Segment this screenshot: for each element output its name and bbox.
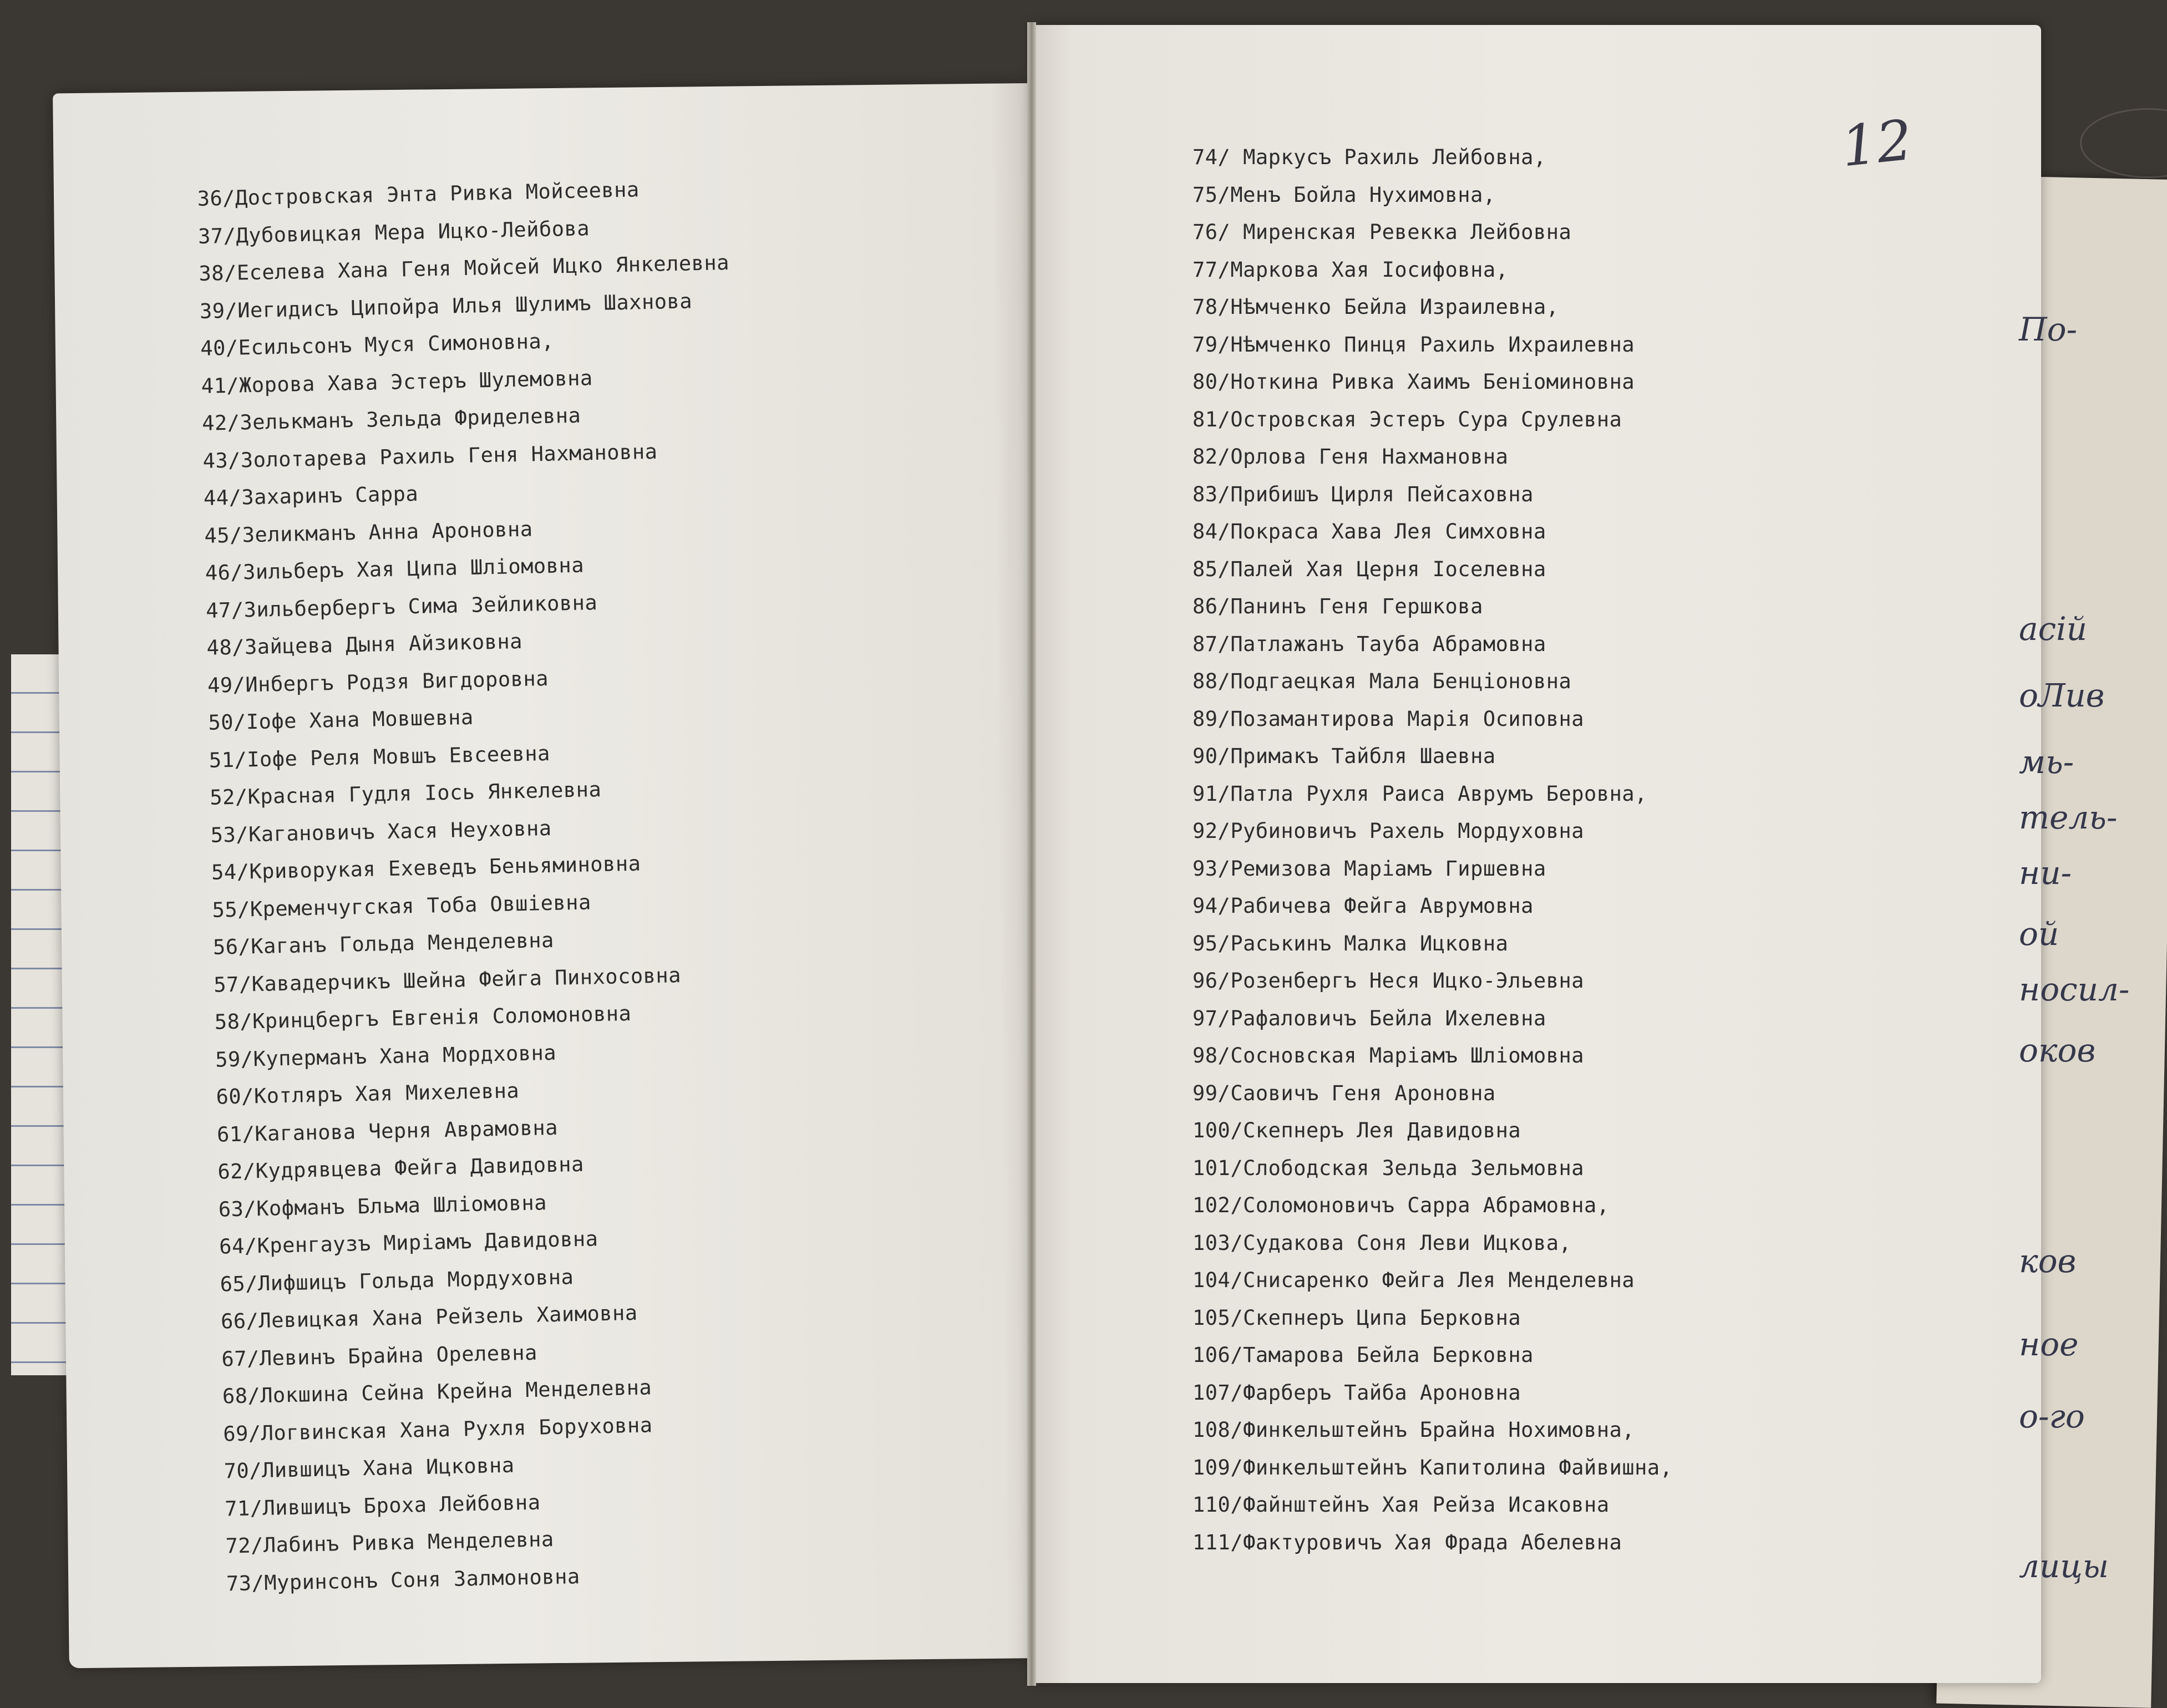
handwriting-fragment: ой <box>2019 915 2059 953</box>
list-entry: 62/Кудрявцева Фейга Давидовна <box>217 1152 585 1184</box>
list-entry: 71/Лившицъ Броха Лейбовна <box>224 1490 541 1521</box>
list-entry: 86/Панинъ Геня Гершкова <box>1192 594 1483 618</box>
list-entry: 41/Жорова Хава Эстеръ Шулемовна <box>201 365 593 398</box>
list-entry: 104/Снисаренко Фейга Лея Менделевна <box>1192 1268 1635 1292</box>
list-entry: 51/Іофе Реля Мовшъ Евсеевна <box>209 741 551 772</box>
list-entry: 91/Патла Рухля Раиса Аврумъ Беровна, <box>1192 781 1647 806</box>
margin-handwriting <box>2019 311 2163 1586</box>
list-entry: 38/Еселева Хана Геня Мойсей Ицко Янкелевна <box>199 250 730 286</box>
list-entry: 56/Каганъ Гольда Менделевна <box>212 928 555 959</box>
handwriting-fragment: оЛив <box>2019 677 2105 714</box>
name-list-left <box>197 169 757 1602</box>
list-entry: 92/Рубиновичъ Рахель Мордуховна <box>1192 819 1585 843</box>
handwriting-fragment: ни- <box>2019 854 2072 892</box>
list-entry: 65/Лифшицъ Гольда Мордуховна <box>220 1264 574 1297</box>
list-entry: 87/Патлажанъ Тауба Абрамовна <box>1192 632 1546 656</box>
list-entry: 70/Лившицъ Хана Ицковна <box>224 1453 515 1483</box>
list-entry: 84/Покраса Хава Лея Симховна <box>1192 520 1546 543</box>
handwriting-fragment: По- <box>2019 311 2078 348</box>
handwriting-fragment: ков <box>2019 1242 2077 1280</box>
list-entry: 100/Скепнеръ Лея Давидовна <box>1192 1119 1521 1142</box>
list-entry: 90/Примакъ Тайбля Шаевна <box>1192 744 1496 768</box>
list-entry: 111/Фактуровичъ Хая Фрада Абелевна <box>1192 1530 1622 1554</box>
list-entry: 85/Палей Хая Церня Іоселевна <box>1192 557 1546 581</box>
list-entry: 36/Достровская Энта Ривка Мойсеевна <box>197 177 640 211</box>
list-entry: 79/Нѣмченко Пинця Рахиль Ихраилевна <box>1192 332 1635 357</box>
list-entry: 63/Кофманъ Бльма Шліомовна <box>218 1190 547 1222</box>
list-entry: 109/Финкельштейнъ Капитолина Файвишна, <box>1192 1455 1673 1480</box>
list-entry: 48/Зайцева Дыня Айзиковна <box>206 629 523 660</box>
list-entry: 74/ Маркусъ Рахиль Лейбовна, <box>1192 145 1546 169</box>
list-entry: 107/Фарберъ Тайба Ароновна <box>1192 1380 1521 1405</box>
list-entry: 40/Есильсонъ Муся Симоновна, <box>200 329 555 360</box>
list-entry: 102/Соломоновичъ Сарра Абрамовна, <box>1192 1193 1610 1217</box>
list-entry: 45/Зеликманъ Анна Ароновна <box>204 516 533 548</box>
list-entry: 101/Слободская Зельда Зельмовна <box>1192 1156 1585 1180</box>
handwriting-fragment: оков <box>2019 1031 2096 1069</box>
handwriting-fragment: мь- <box>2019 743 2074 781</box>
list-entry: 60/Котляръ Хая Михелевна <box>216 1079 520 1109</box>
list-entry: 108/Финкельштейнъ Брайна Нохимовна, <box>1192 1418 1635 1442</box>
list-entry: 105/Скепнеръ Ципа Берковна <box>1192 1305 1521 1330</box>
list-entry: 67/Левинъ Брайна Орелевна <box>221 1340 538 1371</box>
list-entry: 77/Маркова Хая Іосифовна, <box>1192 257 1509 282</box>
list-entry: 75/Менъ Бойла Нухимовна, <box>1192 182 1496 207</box>
list-entry: 110/Файнштейнъ Хая Рейза Исаковна <box>1192 1493 1610 1517</box>
list-entry: 46/Зильберъ Хая Ципа Шліомовна <box>205 553 585 585</box>
list-entry: 52/Красная Гудля Іось Янкелевна <box>209 777 602 810</box>
list-entry: 50/Іофе Хана Мовшевна <box>208 705 474 735</box>
list-entry: 59/Куперманъ Хана Мордховна <box>215 1040 557 1072</box>
list-entry: 97/Рафаловичъ Бейла Ихелевна <box>1192 1006 1546 1030</box>
handwriting-fragment: носил- <box>2019 970 2130 1008</box>
list-entry: 69/Логвинская Хана Рухля Боруховна <box>222 1412 653 1446</box>
list-entry: 68/Локшина Сейна Крейна Менделевна <box>222 1375 652 1409</box>
list-entry: 57/Кавадерчикъ Шейна Фейга Пинхосовна <box>213 963 682 997</box>
handwriting-fragment: лицы <box>2019 1547 2109 1585</box>
list-entry: 55/Кременчугская Тоба Овшіевна <box>212 889 592 922</box>
list-entry: 103/Судакова Соня Леви Ицкова, <box>1192 1231 1572 1255</box>
list-entry: 47/Зильбербергъ Сима Зейликовна <box>205 590 598 623</box>
list-entry: 37/Дубовицкая Мера Ицко-Лейбова <box>197 216 590 248</box>
list-entry: 95/Раськинъ Малка Ицковна <box>1192 931 1509 955</box>
list-entry: 89/Позамантирова Марія Осиповна <box>1192 706 1585 731</box>
list-entry: 99/Саовичъ Геня Ароновна <box>1192 1081 1496 1105</box>
list-entry: 43/Золотарева Рахиль Геня Нахмановна <box>202 439 658 473</box>
list-entry: 64/Кренгаузъ Миріамъ Давидовна <box>219 1227 598 1259</box>
embossed-stamp-icon <box>2080 108 2167 178</box>
list-entry: 39/Иегидисъ Ципойра Илья Шулимъ Шахнова <box>199 288 693 323</box>
list-entry: 54/Криворукая Ехеведъ Беньяминовна <box>211 851 641 884</box>
book-gutter <box>1027 22 1036 1686</box>
list-entry: 44/Захаринъ Сарра <box>203 481 419 510</box>
list-entry: 88/Подгаецкая Мала Бенціоновна <box>1192 669 1572 693</box>
handwriting-fragment: асій <box>2019 610 2087 648</box>
list-entry: 80/Ноткина Ривка Хаимъ Беніоминовна <box>1192 370 1635 394</box>
list-entry: 66/Левицкая Хана Рейзель Хаимовна <box>220 1300 638 1334</box>
list-entry: 81/Островская Эстеръ Сура Срулевна <box>1192 407 1622 431</box>
list-entry: 94/Рабичева Фейга Аврумовна <box>1192 894 1534 918</box>
handwriting-fragment: тель- <box>2019 799 2118 836</box>
list-entry: 61/Каганова Черня Аврамовна <box>216 1115 559 1147</box>
list-entry: 72/Лабинъ Ривка Менделевна <box>225 1527 555 1558</box>
handwriting-fragment: о-го <box>2019 1397 2085 1435</box>
name-list-right <box>1192 139 1672 1561</box>
list-entry: 42/Зелькманъ Зельда Фриделевна <box>201 403 581 435</box>
list-entry: 49/Инбергъ Родзя Вигдоровна <box>207 666 549 698</box>
list-entry: 106/Тамарова Бейла Берковна <box>1192 1343 1534 1367</box>
page-number: 12 <box>1838 107 1916 180</box>
list-entry: 93/Ремизова Маріамъ Гиршевна <box>1192 856 1546 881</box>
list-entry: 96/Розенбергъ Неся Ицко-Эльевна <box>1192 969 1585 993</box>
list-entry: 98/Сосновская Маріамъ Шліомовна <box>1192 1044 1585 1068</box>
list-entry: 83/Прибишъ Цирля Пейсаховна <box>1192 482 1534 506</box>
handwriting-fragment: ное <box>2019 1325 2079 1363</box>
list-entry: 58/Кринцбергъ Евгенія Соломоновна <box>214 1001 632 1034</box>
list-entry: 78/Нѣмченко Бейла Израилевна, <box>1192 295 1559 319</box>
list-entry: 73/Муринсонъ Соня Залмоновна <box>226 1564 581 1595</box>
list-entry: 53/Кагановичъ Хася Неуховна <box>210 816 552 847</box>
list-entry: 76/ Миренская Ревекка Лейбовна <box>1192 220 1572 244</box>
list-entry: 82/Орлова Геня Нахмановна <box>1192 445 1509 469</box>
